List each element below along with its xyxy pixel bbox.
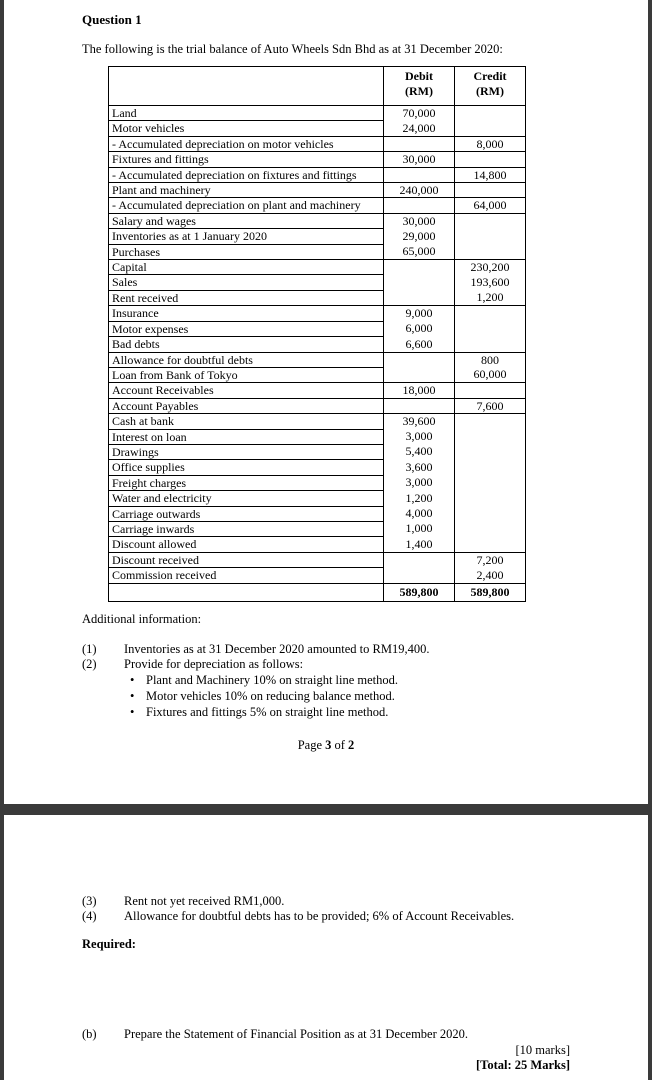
debit-amount — [384, 367, 455, 382]
depreciation-bullet-motor: • Motor vehicles 10% on reducing balance method. — [146, 689, 395, 704]
account-name: Plant and machinery — [109, 183, 384, 198]
info-item-3: (3) Rent not yet received RM1,000. — [82, 894, 285, 908]
question-intro: The following is the trial balance of Auto Wheels Sdn Bhd as at 31 December 2020: — [82, 42, 503, 56]
account-name: Discount allowed — [109, 537, 384, 552]
credit-amount — [455, 429, 526, 444]
table-row — [109, 306, 526, 321]
credit-amount: 1,200 — [455, 290, 526, 305]
header-blank-cell — [109, 67, 384, 106]
debit-amount — [384, 198, 455, 213]
account-name: Land — [109, 106, 384, 121]
credit-amount — [455, 444, 526, 459]
info-item-2: (2) Provide for depreciation as follows: — [82, 657, 304, 671]
account-name: Discount received — [109, 552, 384, 567]
account-name: Interest on loan — [109, 429, 384, 444]
question-title: Question 1 — [82, 12, 142, 27]
debit-amount: 24,000 — [384, 121, 455, 136]
account-name: Capital — [109, 260, 384, 275]
account-name: Carriage outwards — [109, 506, 384, 521]
debit-header: Debit (RM) — [384, 67, 455, 106]
table-row — [109, 552, 526, 567]
required-title: Required: — [82, 937, 136, 951]
page-number: Page 3 of 2 — [297, 738, 355, 752]
table-row — [109, 444, 526, 459]
debit-amount: 30,000 — [384, 213, 455, 228]
table-row — [109, 198, 526, 213]
credit-amount: 64,000 — [455, 198, 526, 213]
account-name: - Accumulated depreciation on plant and machinery — [109, 198, 384, 213]
credit-amount — [455, 414, 526, 429]
debit-amount: 1,000 — [384, 521, 455, 536]
debit-amount: 3,000 — [384, 475, 455, 490]
debit-amount: 6,000 — [384, 321, 455, 336]
table-row — [109, 337, 526, 352]
account-name: Freight charges — [109, 475, 384, 490]
account-name: Account Payables — [109, 398, 384, 413]
table-row — [109, 521, 526, 536]
account-name: Carriage inwards — [109, 521, 384, 536]
trial-balance-table — [108, 66, 526, 602]
debit-amount — [384, 275, 455, 290]
credit-amount — [455, 521, 526, 536]
credit-amount: 230,200 — [455, 260, 526, 275]
debit-amount — [384, 352, 455, 367]
credit-amount — [455, 337, 526, 352]
credit-amount — [455, 321, 526, 336]
table-row — [109, 429, 526, 444]
credit-amount: 60,000 — [455, 367, 526, 382]
total-debit: 589,800 — [384, 583, 455, 601]
account-name: Inventories as at 1 January 2020 — [109, 229, 384, 244]
credit-amount: 800 — [455, 352, 526, 367]
table-row — [109, 183, 526, 198]
credit-amount — [455, 460, 526, 475]
table-row — [109, 244, 526, 259]
credit-amount — [455, 183, 526, 198]
additional-information-title: Additional information: — [82, 612, 202, 626]
account-name: Office supplies — [109, 460, 384, 475]
credit-amount — [455, 491, 526, 506]
debit-amount — [384, 552, 455, 567]
table-row — [109, 136, 526, 151]
page-3 — [4, 0, 648, 804]
depreciation-bullet-fixtures: • Fixtures and fittings 5% on straight line method. — [146, 705, 388, 720]
account-name: Motor vehicles — [109, 121, 384, 136]
credit-amount: 8,000 — [455, 136, 526, 151]
total-credit: 589,800 — [455, 583, 526, 601]
debit-amount: 240,000 — [384, 183, 455, 198]
account-name: - Accumulated depreciation on motor vehicles — [109, 136, 384, 151]
table-row — [109, 290, 526, 305]
table-row — [109, 475, 526, 490]
table-row — [109, 352, 526, 367]
table-row — [109, 106, 526, 121]
table-row — [109, 121, 526, 136]
credit-amount — [455, 306, 526, 321]
account-name: Account Receivables — [109, 383, 384, 398]
account-name: Salary and wages — [109, 213, 384, 228]
credit-amount — [455, 106, 526, 121]
credit-amount — [455, 475, 526, 490]
table-row — [109, 460, 526, 475]
account-name: Allowance for doubtful debts — [109, 352, 384, 367]
credit-header: Credit (RM) — [455, 67, 526, 106]
credit-amount — [455, 383, 526, 398]
credit-amount: 2,400 — [455, 568, 526, 583]
debit-amount: 4,000 — [384, 506, 455, 521]
table-row — [109, 491, 526, 506]
table-row — [109, 398, 526, 413]
credit-amount — [455, 537, 526, 552]
credit-amount: 193,600 — [455, 275, 526, 290]
info-item-4: (4) Allowance for doubtful debts has to be provided; 6% of Account Receivables. — [82, 909, 515, 923]
debit-amount: 6,600 — [384, 337, 455, 352]
table-row — [109, 152, 526, 167]
debit-amount: 30,000 — [384, 152, 455, 167]
totals-row — [109, 583, 526, 601]
account-name: Sales — [109, 275, 384, 290]
debit-amount — [384, 568, 455, 583]
part-marks: [10 marks] — [515, 1043, 570, 1057]
debit-amount — [384, 167, 455, 182]
table-row — [109, 229, 526, 244]
account-name: Bad debts — [109, 337, 384, 352]
total-marks: [Total: 25 Marks] — [476, 1058, 570, 1072]
account-name: Cash at bank — [109, 414, 384, 429]
credit-amount — [455, 506, 526, 521]
account-name: Loan from Bank of Tokyo — [109, 367, 384, 382]
table-row — [109, 260, 526, 275]
account-name: Rent received — [109, 290, 384, 305]
debit-amount: 39,600 — [384, 414, 455, 429]
table-row — [109, 537, 526, 552]
debit-amount: 1,400 — [384, 537, 455, 552]
credit-amount — [455, 229, 526, 244]
depreciation-bullet-plant: • Plant and Machinery 10% on straight line method. — [146, 673, 398, 688]
account-name: Purchases — [109, 244, 384, 259]
credit-amount — [455, 244, 526, 259]
credit-amount: 7,200 — [455, 552, 526, 567]
debit-amount — [384, 290, 455, 305]
table-row — [109, 367, 526, 382]
page-4 — [4, 815, 648, 1080]
account-name: Commission received — [109, 568, 384, 583]
table-row — [109, 414, 526, 429]
credit-amount — [455, 213, 526, 228]
debit-amount — [384, 260, 455, 275]
table-header-row — [109, 67, 526, 106]
account-name: - Accumulated depreciation on fixtures and fittings — [109, 167, 384, 182]
table-row — [109, 167, 526, 182]
table-row — [109, 213, 526, 228]
debit-amount: 3,000 — [384, 429, 455, 444]
credit-amount — [455, 152, 526, 167]
table-row — [109, 275, 526, 290]
table-row — [109, 321, 526, 336]
account-name: Fixtures and fittings — [109, 152, 384, 167]
credit-amount: 7,600 — [455, 398, 526, 413]
debit-amount: 3,600 — [384, 460, 455, 475]
debit-amount — [384, 136, 455, 151]
table-row — [109, 383, 526, 398]
info-item-1: (1) Inventories as at 31 December 2020 amounted to RM19,400. — [82, 642, 430, 656]
account-name: Drawings — [109, 444, 384, 459]
debit-amount: 1,200 — [384, 491, 455, 506]
table-row — [109, 568, 526, 583]
debit-amount: 65,000 — [384, 244, 455, 259]
account-name: Motor expenses — [109, 321, 384, 336]
credit-amount: 14,800 — [455, 167, 526, 182]
required-part-b: (b) Prepare the Statement of Financial Position as at 31 December 2020. — [82, 1027, 469, 1041]
debit-amount: 9,000 — [384, 306, 455, 321]
table-row — [109, 506, 526, 521]
debit-amount: 70,000 — [384, 106, 455, 121]
debit-amount: 29,000 — [384, 229, 455, 244]
totals-blank-cell — [109, 583, 384, 601]
debit-amount: 5,400 — [384, 444, 455, 459]
account-name: Water and electricity — [109, 491, 384, 506]
debit-amount: 18,000 — [384, 383, 455, 398]
credit-amount — [455, 121, 526, 136]
debit-amount — [384, 398, 455, 413]
account-name: Insurance — [109, 306, 384, 321]
